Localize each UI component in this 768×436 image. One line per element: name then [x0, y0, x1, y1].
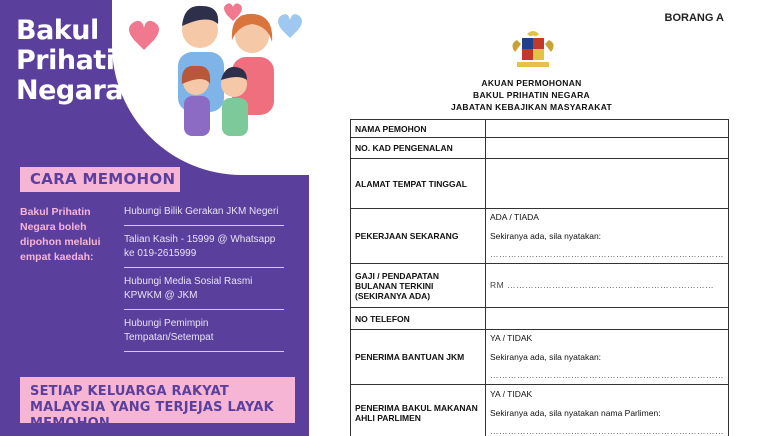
- heading-line: AKUAN PERMOHONAN: [481, 78, 582, 88]
- occupation-field[interactable]: [486, 209, 729, 264]
- heading-line: BAKUL PRIHATIN NEGARA: [473, 90, 590, 100]
- table-row: [351, 209, 729, 264]
- table-row: [351, 120, 729, 138]
- table-row: [351, 138, 729, 159]
- family-illustration: [112, 0, 309, 175]
- field-label: NAMA PEMOHON: [351, 120, 486, 138]
- field-label: PEKERJAAN SEKARANG: [351, 209, 486, 264]
- title-line: Prihatin: [16, 45, 134, 76]
- fill-line: ……………………………………………………………………: [490, 370, 724, 380]
- option-text: YA / TIDAK: [490, 388, 533, 399]
- prompt-text: Sekiranya ada, sila nyatakan:: [490, 352, 602, 362]
- methods-list: [124, 205, 284, 359]
- malaysia-coat-of-arms-icon: [509, 30, 557, 72]
- eligibility-banner: SETIAP KELUARGA RAKYAT MALAYSIA YANG TERJEJAS LAYAK MEMOHON: [20, 377, 295, 423]
- fill-line: ……………………………………………………………………: [490, 425, 724, 436]
- methods-lead-text: Bakul Prihatin Negara boleh dipohon melalui empat kaedah:: [20, 206, 101, 263]
- method-item: Talian Kasih - 15999 @ Whatsapp ke 019-2615999: [124, 233, 284, 268]
- parliament-basket-field[interactable]: [486, 385, 729, 436]
- address-field[interactable]: [486, 159, 729, 209]
- field-label: NO TELEFON: [351, 308, 486, 330]
- method-item: Hubungi Media Sosial Rasmi KPWKM @ JKM: [124, 275, 284, 310]
- table-row: [351, 385, 729, 436]
- prompt-text: Sekiranya ada, sila nyatakan:: [490, 231, 602, 241]
- table-row: [351, 308, 729, 330]
- field-label: NO. KAD PENGENALAN: [351, 138, 486, 159]
- table-row: [351, 159, 729, 209]
- income-value: RM ……………………………………………………………: [490, 280, 715, 290]
- form-heading: [309, 77, 754, 113]
- field-label: GAJI / PENDAPATAN BULANAN TERKINI (SEKIRANYA ADA): [351, 264, 486, 308]
- infographic-panel: [0, 0, 309, 436]
- title-line: Negara: [16, 75, 123, 106]
- name-field[interactable]: [486, 120, 729, 138]
- title-line: Bakul: [16, 15, 99, 46]
- heading-line: JABATAN KEBAJIKAN MASYARAKAT: [450, 102, 613, 112]
- family-icon: [112, 0, 309, 175]
- ic-number-field[interactable]: [486, 138, 729, 159]
- application-table: [350, 119, 729, 436]
- income-field[interactable]: [486, 264, 729, 308]
- option-text: YA / TIDAK: [490, 333, 533, 343]
- table-row: [351, 330, 729, 385]
- campaign-title: [16, 16, 133, 106]
- section-title: CARA MEMOHON: [20, 167, 180, 192]
- table-row: [351, 264, 729, 308]
- phone-field[interactable]: [486, 308, 729, 330]
- jkm-aid-field[interactable]: [486, 330, 729, 385]
- application-form: [309, 0, 768, 436]
- prompt-text: Sekiranya ada, sila nyatakan nama Parlimen:: [490, 407, 661, 418]
- method-item: Hubungi Bilik Gerakan JKM Negeri: [124, 205, 284, 226]
- method-item: Hubungi Pemimpin Tempatan/Setempat: [124, 317, 284, 352]
- option-text: ADA / TIADA: [490, 212, 539, 222]
- fill-line: ……………………………………………………………………: [490, 249, 724, 259]
- form-code: BORANG A: [664, 12, 724, 24]
- field-label: PENERIMA BAKUL MAKANAN AHLI PARLIMEN: [351, 385, 486, 436]
- field-label: PENERIMA BANTUAN JKM: [351, 330, 486, 385]
- field-label: ALAMAT TEMPAT TINGGAL: [351, 159, 486, 209]
